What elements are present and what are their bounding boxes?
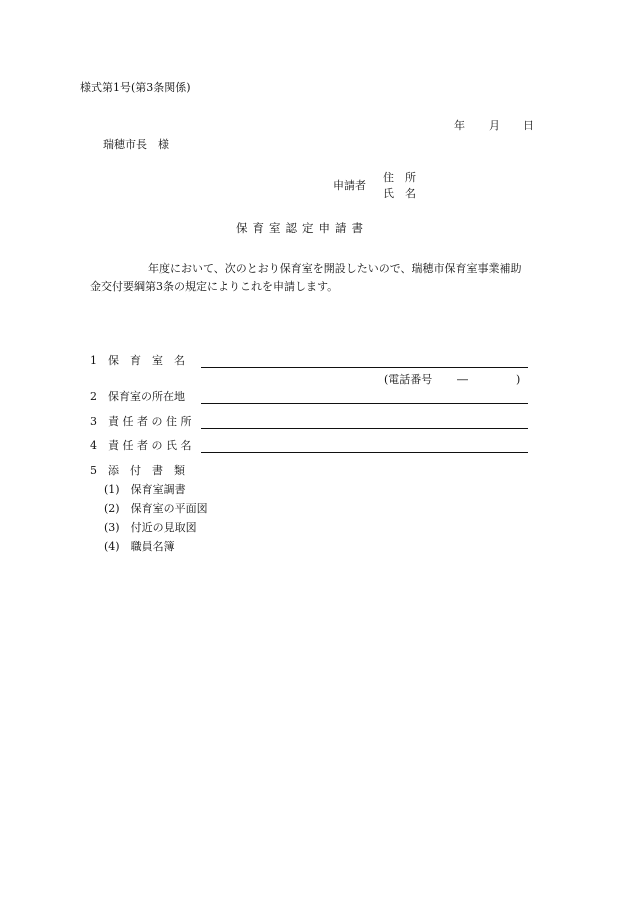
- phone-close: ): [516, 373, 521, 386]
- body-text-line-2: 金交付要綱第3条の規定によりこれを申請します。: [90, 280, 339, 293]
- field-line-manager-address[interactable]: [201, 428, 528, 429]
- form-number: 様式第1号(第3条関係): [80, 81, 191, 94]
- attachment-item: (3) 付近の見取図: [104, 521, 197, 534]
- date-year: 年: [454, 119, 465, 132]
- phone-dash: ―: [457, 373, 468, 386]
- field-line-facility-name[interactable]: [201, 367, 528, 368]
- attachment-item: (2) 保育室の平面図: [104, 502, 208, 515]
- field-label-manager-name: 4 責 任 者 の 氏 名: [90, 439, 192, 452]
- date-month: 月: [489, 119, 500, 132]
- applicant-label: 申請者: [333, 179, 366, 192]
- field-label-location: 2 保育室の所在地: [90, 390, 185, 403]
- addressee: 瑞穂市長 様: [103, 138, 169, 151]
- document-title: 保育室認定申請書: [236, 221, 368, 235]
- phone-label: (電話番号: [384, 373, 433, 386]
- field-line-manager-name[interactable]: [201, 452, 528, 453]
- attachment-item: (4) 職員名簿: [104, 540, 175, 553]
- attachment-item: (1) 保育室調書: [104, 483, 186, 496]
- body-text-line-1: 年度において、次のとおり保育室を開設したいので、瑞穂市保育室事業補助: [148, 262, 522, 275]
- applicant-name-label: 氏 名: [383, 187, 416, 200]
- applicant-address-label: 住 所: [383, 171, 416, 184]
- field-label-manager-address: 3 責 任 者 の 住 所: [90, 415, 192, 428]
- date-day: 日: [523, 119, 534, 132]
- field-label-facility-name: 1 保 育 室 名: [90, 354, 185, 367]
- attachments-label: 5 添 付 書 類: [90, 464, 185, 477]
- field-line-location[interactable]: [201, 403, 528, 404]
